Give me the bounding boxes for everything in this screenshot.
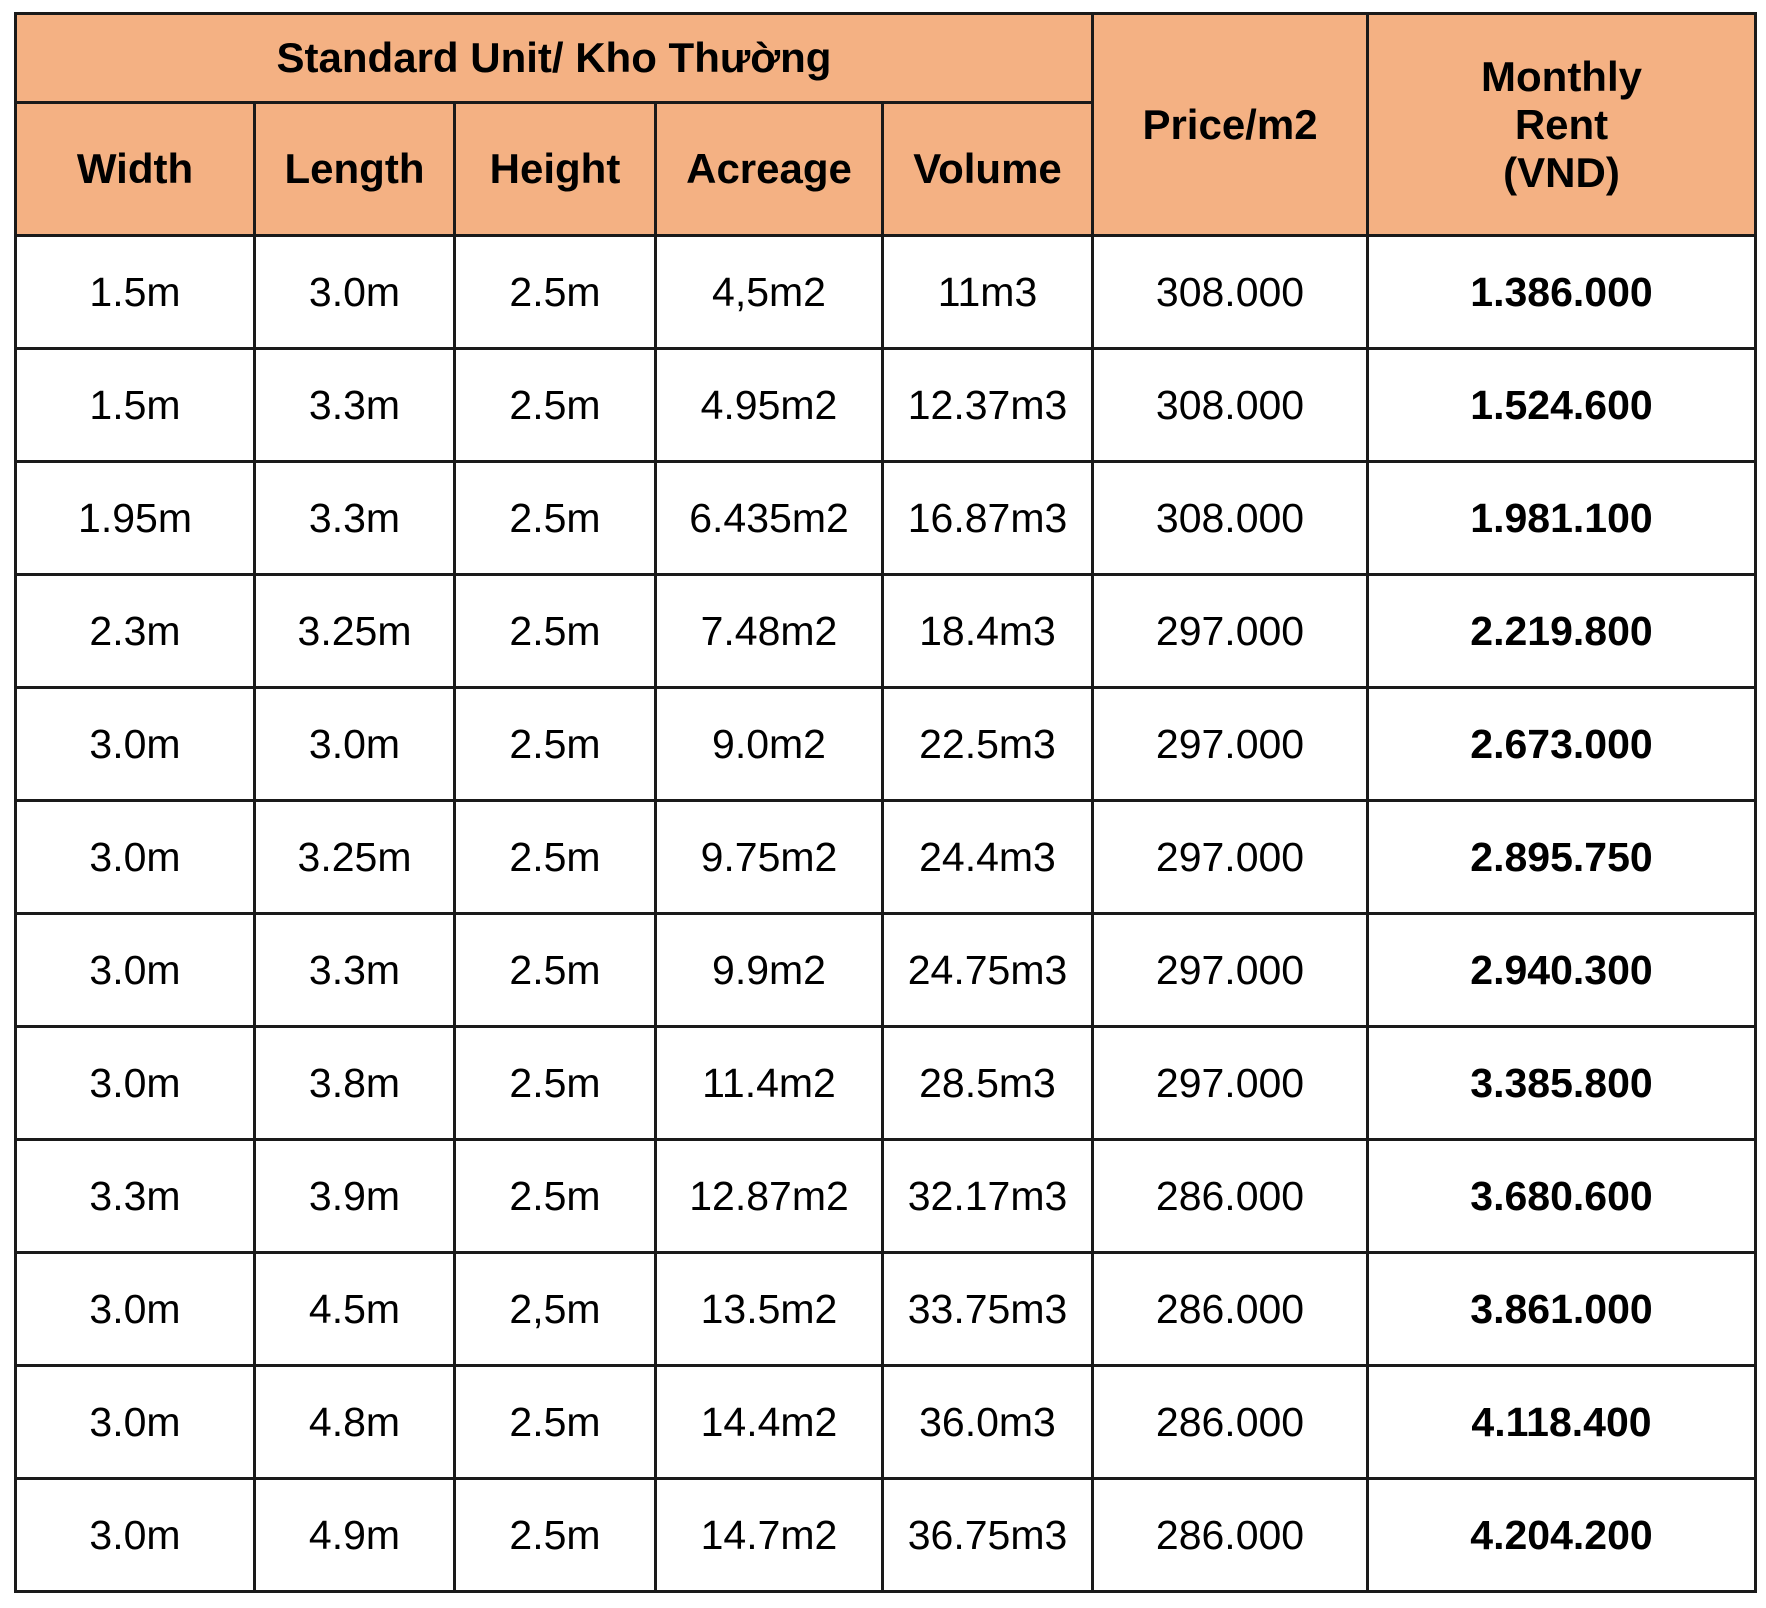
length-cell: 3.9m (255, 1140, 455, 1253)
length-cell: 3.0m (255, 688, 455, 801)
volume-cell: 11m3 (883, 236, 1093, 349)
price-table-container (14, 12, 1754, 1593)
width-cell: 3.0m (16, 1027, 255, 1140)
price-cell: 297.000 (1093, 575, 1368, 688)
volume-cell: 22.5m3 (883, 688, 1093, 801)
width-cell: 3.0m (16, 1479, 255, 1592)
monthly-rent-cell: 4.204.200 (1368, 1479, 1756, 1592)
acreage-cell: 9.9m2 (656, 914, 883, 1027)
acreage-cell: 9.75m2 (656, 801, 883, 914)
height-cell: 2,5m (455, 1253, 656, 1366)
monthly-rent-header-line-3: (VND) (1503, 148, 1620, 196)
table-row (16, 1027, 1756, 1140)
width-cell: 1.95m (16, 462, 255, 575)
monthly-rent-cell: 1.386.000 (1368, 236, 1756, 349)
monthly-rent-cell: 3.680.600 (1368, 1140, 1756, 1253)
height-cell: 2.5m (455, 575, 656, 688)
price-per-m2-header: Price/m2 (1093, 14, 1368, 236)
width-cell: 3.0m (16, 688, 255, 801)
table-row (16, 1479, 1756, 1592)
monthly-rent-header-line-1: Monthly (1481, 52, 1642, 100)
height-cell: 2.5m (455, 1027, 656, 1140)
acreage-header: Acreage (656, 103, 883, 236)
length-cell: 3.25m (255, 575, 455, 688)
width-cell: 3.3m (16, 1140, 255, 1253)
length-cell: 4.5m (255, 1253, 455, 1366)
table-row (16, 1140, 1756, 1253)
price-cell: 286.000 (1093, 1479, 1368, 1592)
monthly-rent-cell: 2.940.300 (1368, 914, 1756, 1027)
acreage-cell: 4,5m2 (656, 236, 883, 349)
length-cell: 3.3m (255, 914, 455, 1027)
volume-cell: 28.5m3 (883, 1027, 1093, 1140)
width-cell: 1.5m (16, 236, 255, 349)
price-cell: 308.000 (1093, 349, 1368, 462)
width-cell: 3.0m (16, 801, 255, 914)
height-cell: 2.5m (455, 688, 656, 801)
price-cell: 286.000 (1093, 1140, 1368, 1253)
table-row (16, 914, 1756, 1027)
standard-unit-header: Standard Unit/ Kho Thường (16, 14, 1093, 103)
volume-cell: 24.75m3 (883, 914, 1093, 1027)
acreage-cell: 14.4m2 (656, 1366, 883, 1479)
price-cell: 297.000 (1093, 1027, 1368, 1140)
volume-cell: 12.37m3 (883, 349, 1093, 462)
length-cell: 3.25m (255, 801, 455, 914)
header-row-group (16, 14, 1756, 103)
monthly-rent-cell: 2.895.750 (1368, 801, 1756, 914)
width-cell: 3.0m (16, 1366, 255, 1479)
monthly-rent-cell: 2.673.000 (1368, 688, 1756, 801)
length-header: Length (255, 103, 455, 236)
height-cell: 2.5m (455, 462, 656, 575)
length-cell: 4.8m (255, 1366, 455, 1479)
table-row (16, 575, 1756, 688)
height-cell: 2.5m (455, 1140, 656, 1253)
monthly-rent-header-line-2: Rent (1514, 100, 1609, 148)
height-cell: 2.5m (455, 1479, 656, 1592)
price-cell: 297.000 (1093, 914, 1368, 1027)
length-cell: 3.3m (255, 349, 455, 462)
acreage-cell: 9.0m2 (656, 688, 883, 801)
price-cell: 308.000 (1093, 462, 1368, 575)
storage-price-table (14, 12, 1757, 1593)
height-cell: 2.5m (455, 236, 656, 349)
table-header (16, 14, 1756, 236)
price-cell: 308.000 (1093, 236, 1368, 349)
height-cell: 2.5m (455, 914, 656, 1027)
price-cell: 286.000 (1093, 1253, 1368, 1366)
table-row (16, 236, 1756, 349)
volume-cell: 24.4m3 (883, 801, 1093, 914)
width-header: Width (16, 103, 255, 236)
height-cell: 2.5m (455, 1366, 656, 1479)
width-cell: 2.3m (16, 575, 255, 688)
monthly-rent-cell: 2.219.800 (1368, 575, 1756, 688)
length-cell: 3.0m (255, 236, 455, 349)
acreage-cell: 14.7m2 (656, 1479, 883, 1592)
price-cell: 297.000 (1093, 688, 1368, 801)
table-row (16, 1366, 1756, 1479)
table-row (16, 801, 1756, 914)
length-cell: 3.3m (255, 462, 455, 575)
acreage-cell: 11.4m2 (656, 1027, 883, 1140)
table-row (16, 1253, 1756, 1366)
acreage-cell: 4.95m2 (656, 349, 883, 462)
table-body (16, 236, 1756, 1592)
monthly-rent-cell: 1.981.100 (1368, 462, 1756, 575)
volume-cell: 16.87m3 (883, 462, 1093, 575)
monthly-rent-cell: 3.861.000 (1368, 1253, 1756, 1366)
acreage-cell: 7.48m2 (656, 575, 883, 688)
volume-cell: 18.4m3 (883, 575, 1093, 688)
acreage-cell: 13.5m2 (656, 1253, 883, 1366)
table-row (16, 688, 1756, 801)
table-row (16, 349, 1756, 462)
acreage-cell: 12.87m2 (656, 1140, 883, 1253)
monthly-rent-cell: 3.385.800 (1368, 1027, 1756, 1140)
height-header: Height (455, 103, 656, 236)
table-row (16, 462, 1756, 575)
volume-cell: 33.75m3 (883, 1253, 1093, 1366)
acreage-cell: 6.435m2 (656, 462, 883, 575)
width-cell: 1.5m (16, 349, 255, 462)
height-cell: 2.5m (455, 349, 656, 462)
width-cell: 3.0m (16, 1253, 255, 1366)
volume-cell: 36.0m3 (883, 1366, 1093, 1479)
volume-cell: 36.75m3 (883, 1479, 1093, 1592)
volume-cell: 32.17m3 (883, 1140, 1093, 1253)
monthly-rent-header (1368, 14, 1756, 236)
height-cell: 2.5m (455, 801, 656, 914)
monthly-rent-cell: 1.524.600 (1368, 349, 1756, 462)
price-cell: 297.000 (1093, 801, 1368, 914)
width-cell: 3.0m (16, 914, 255, 1027)
monthly-rent-cell: 4.118.400 (1368, 1366, 1756, 1479)
price-cell: 286.000 (1093, 1366, 1368, 1479)
volume-header: Volume (883, 103, 1093, 236)
length-cell: 3.8m (255, 1027, 455, 1140)
length-cell: 4.9m (255, 1479, 455, 1592)
